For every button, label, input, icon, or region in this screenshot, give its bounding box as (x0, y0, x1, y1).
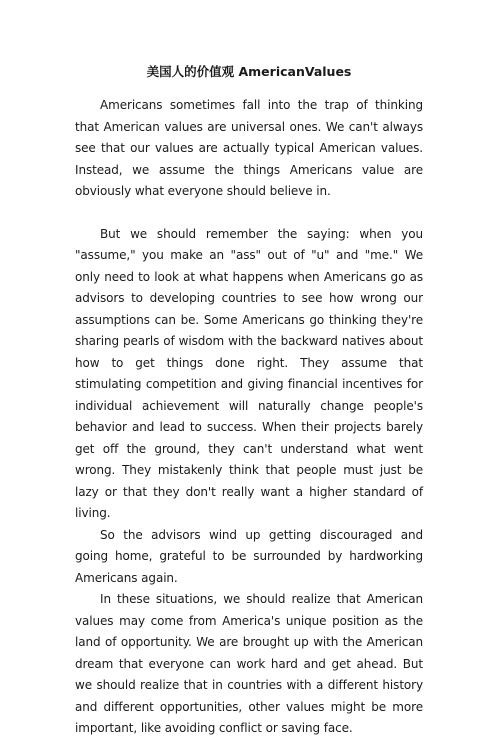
document-title: 美国人的价值观 AmericanValues (146, 64, 352, 79)
paragraph-3: So the advisors wind up getting discouraged and going home, grateful to be surrounded by hardworking Americans again. (75, 527, 423, 585)
paragraph-2: But we should remember the saying: when you "assume," you make an "ass" out of "u" and "me." We only need to look at what happens when Americans go as advisors to developing countries to see how wrong our assumptions can be. Some Americans go thinking they're sharing pearls of wisdom with the backward natives about how to get things done right. They assume that stimulating competition and giving financial incentives for individual achievement will naturally change people's behavior and lead to success. When their projects barely get off the ground, they can't understand what went wrong. They mistakenly think that people must just be lazy or that they don't really want a higher standard of living. (75, 226, 423, 520)
paragraph-1: Americans sometimes fall into the trap of thinking that American values are universal ones. We can't always see that our values are actually typical American values. Instead, we assume the things Americans value are obviously what everyone should believe in. (75, 98, 423, 198)
paragraph-4: In these situations, we should realize that American values may come from America's unique position as the land of opportunity. We are brought up with the American dream that everyone can work hard and get ahead. But we should realize that in countries with a different history and different opportunities, other values might be more important, like avoiding conflict or saving face. (75, 592, 423, 735)
